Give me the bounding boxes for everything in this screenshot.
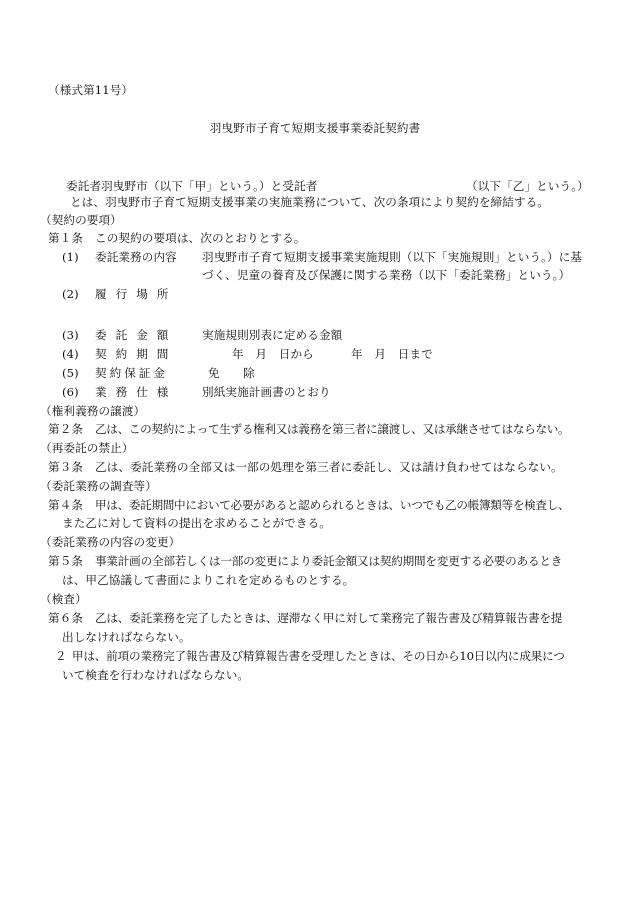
article-6-label: 第６条 xyxy=(48,611,84,625)
item-6-number: (6) xyxy=(62,385,79,399)
item-6-label: 業務仕様 xyxy=(95,385,178,399)
item-1-number: (1) xyxy=(62,250,79,264)
article-5-text-2: は、甲乙協議して書面によりこれを定めるものとする。 xyxy=(62,573,355,587)
article-6-text-2: 出しなければならない。 xyxy=(62,630,191,644)
document-title: 羽曳野市子育て短期支援事業委託契約書 xyxy=(209,121,421,135)
item-1-text-2: づく、児童の養育及び保護に関する業務（以下「委託業務」という。） xyxy=(202,268,571,282)
item-4-text-b: 年 月 日まで xyxy=(351,347,433,361)
item-5-number: (5) xyxy=(62,366,79,380)
item-3-text: 実施規則別表に定める金額 xyxy=(202,328,343,342)
section-heading: （契約の要項） xyxy=(40,213,122,227)
article-3-label: 第３条 xyxy=(48,460,84,474)
form-number: （様式第11号） xyxy=(48,83,134,97)
item-3-label: 委託金額 xyxy=(95,328,178,342)
paragraph-2-text-2: いて検査を行わなければならない。 xyxy=(62,668,250,682)
item-4-text-a: 年 月 日から xyxy=(232,347,314,361)
article-1-text: この契約の要項は、次のとおりとする。 xyxy=(95,231,306,245)
section-heading: （権利義務の譲渡） xyxy=(40,404,146,418)
article-2-text: 乙は、この契約によって生ずる権利又は義務を第三者に譲渡し、又は承継させてはならない。 xyxy=(95,422,570,436)
paragraph-2-number: ２ xyxy=(55,649,67,663)
article-4-label: 第４条 xyxy=(48,498,84,512)
article-2-label: 第２条 xyxy=(48,422,84,436)
section-heading: （検査） xyxy=(40,592,87,606)
paragraph-2-text-1: 甲は、前項の業務完了報告書及び精算報告書を受理したときは、その日から10日以内に成果につ xyxy=(72,649,565,663)
section-heading: （再委託の禁止） xyxy=(40,441,134,455)
item-5-label: 契約保証金 xyxy=(95,366,168,380)
article-5-label: 第５条 xyxy=(48,554,84,568)
item-5-text: 免 除 xyxy=(208,366,255,380)
item-1-label: 委託業務の内容 xyxy=(95,250,177,264)
article-5-text-1: 事業計画の全部若しくは一部の変更により委託金額又は契約期間を変更する必要のあるとき xyxy=(95,554,563,568)
item-2-number: (2) xyxy=(62,287,79,301)
item-2-label: 履行場所 xyxy=(95,287,178,301)
article-6-text-1: 乙は、委託業務を完了したときは、遅滞なく甲に対して業務完了報告書及び精算報告書を提 xyxy=(95,611,563,625)
item-4-number: (4) xyxy=(62,347,79,361)
intro-line-1b: （以下「乙」という。） xyxy=(466,179,589,193)
article-1-label: 第１条 xyxy=(48,231,84,245)
item-6-text: 別紙実施計画書のとおり xyxy=(202,385,331,399)
intro-line-2: とは、羽曳野市子育て短期支援事業の実施業務について、次の条項により契約を締結する。 xyxy=(70,195,549,209)
item-3-number: (3) xyxy=(62,328,79,342)
article-4-text-1: 甲は、委託期間中において必要があると認められるときは、いつでも乙の帳簿類等を検査し、 xyxy=(95,498,570,512)
article-3-text: 乙は、委託業務の全部又は一部の処理を第三者に委託し、又は請け負わせてはならない。 xyxy=(95,460,563,474)
item-1-text-1: 羽曳野市子育て短期支援事業実施規則（以下「実施規則」という。）に基 xyxy=(202,250,583,264)
intro-line-1a: 委託者羽曳野市（以下「甲」という。）と受託者 xyxy=(66,179,318,193)
section-heading: （委託業務の内容の変更） xyxy=(40,535,181,549)
article-4-text-2: また乙に対して資料の提出を求めることができる。 xyxy=(62,516,331,530)
item-4-label: 契約期間 xyxy=(95,347,178,361)
section-heading: （委託業務の調査等） xyxy=(40,479,157,493)
